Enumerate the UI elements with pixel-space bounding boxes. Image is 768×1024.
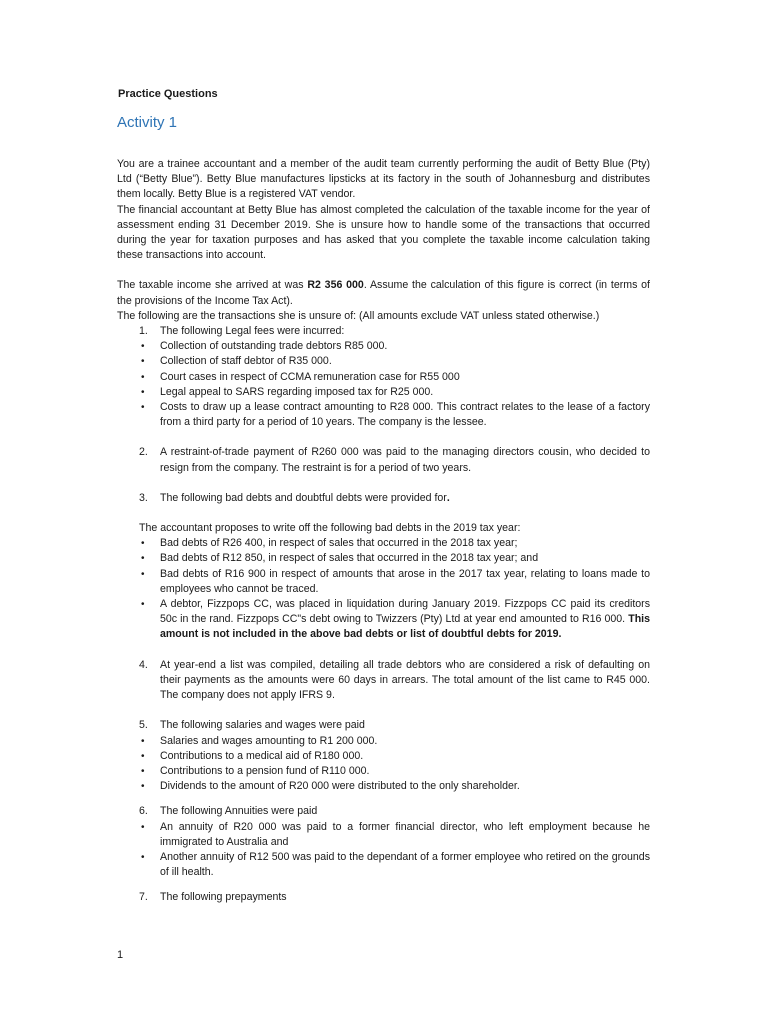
list-item: • Dividends to the amount of R20 000 were distributed to the only shareholder. (141, 780, 520, 793)
list-item: • Legal appeal to SARS regarding imposed tax for R25 000. (141, 385, 434, 398)
list-item: • Contributions to a pension fund of R110 000. (141, 764, 370, 777)
numbered-item-2: 2. A restraint-of-trade payment of R260 000 was paid to the managing directors cousin, who decided to resign from the company. The restraint is for a period of two years. (139, 446, 650, 474)
list-item: • Contributions to a medical aid of R180 000. (141, 749, 364, 762)
page-number: 1 (117, 949, 124, 961)
numbered-item-3: 3. The following bad debts and doubtful debts were provided for. (139, 491, 450, 504)
taxable-income-amount: R2 356 000 (307, 279, 364, 292)
numbered-item-5: 5. The following salaries and wages were paid (139, 719, 365, 732)
intro-paragraph: The financial accountant at Betty Blue has almost completed the calculation of the taxable income for the year of assessment ending 31 December 2019. She is unsure how to handle some of the transactions that occurred during the year for taxation purposes and has asked that you complete the taxable income calculation taking these transactions into account. (117, 203, 650, 262)
list-item: • Another annuity of R12 500 was paid to the dependant of a former employee who retired on the grounds of ill health. (141, 850, 650, 879)
list-item: • An annuity of R20 000 was paid to a former financial director, who left employment because he immigrated to Australia and (141, 820, 650, 848)
list-item: • Costs to draw up a lease contract amounting to R28 000. This contract relates to the lease of a factory from a third party for a period of 10 years. The company is the lessee. (141, 401, 650, 429)
numbered-item-4: 4. At year-end a list was compiled, detailing all trade debtors who are considered a risk of defaulting on their payments as the amounts were 60 days in arrears. The total amount of the list came to R45 000. The company does not apply IFRS 9. (139, 658, 650, 702)
list-item: • Collection of outstanding trade debtors R85 000. (141, 340, 388, 353)
document-body (117, 157, 650, 906)
taxable-income-paragraph: The taxable income she arrived at was R2 356 000. Assume the calculation of this figure is correct (in terms of the provisions of the Income Tax Act). (117, 279, 650, 307)
list-item: • Collection of staff debtor of R35 000. (141, 355, 332, 368)
numbered-item-6: 6. The following Annuities were paid (139, 805, 318, 818)
transactions-intro: The following are the transactions she is unsure of: (All amounts exclude VAT unless stated otherwise.) (117, 309, 600, 322)
bad-debts-proposal: The accountant proposes to write off the following bad debts in the 2019 tax year: (139, 522, 521, 535)
numbered-item-1: 1. The following Legal fees were incurred: (139, 325, 345, 338)
list-item: • Salaries and wages amounting to R1 200 000. (141, 734, 378, 747)
list-item: • Bad debts of R26 400, in respect of sales that occurred in the 2018 tax year; (141, 537, 518, 550)
list-item: • Court cases in respect of CCMA remuneration case for R55 000 (141, 370, 460, 383)
bold-note: This amount is not included in the above bad debts or list of doubtful debts for 2019. (160, 613, 650, 641)
activity-title: Activity 1 (117, 114, 178, 131)
numbered-item-7: 7. The following prepayments (139, 891, 287, 904)
list-item: • A debtor, Fizzpops CC, was placed in liquidation during January 2019. Fizzpops CC paid its creditors 50c in the rand. Fizzpops CC"s debt owing to Twizzers (Pty) Ltd at year end amounted to R16 000. This amount is not included in the above bad debts or list of doubtful debts for 2019. (141, 598, 650, 641)
list-item: • Bad debts of R12 850, in respect of sales that occurred in the 2018 tax year; and (141, 552, 539, 565)
list-item: • Bad debts of R16 900 in respect of amounts that arose in the 2017 tax year, relating to loans made to employees who cannot be traced. (141, 567, 650, 595)
intro-paragraph: You are a trainee accountant and a member of the audit team currently performing the audit of Betty Blue (Pty) Ltd (“Betty Blue”). Betty Blue manufactures lipsticks at its factory in the south of Johannesburg and distributes them locally. Betty Blue is a registered VAT vendor. (117, 158, 650, 201)
page-heading: Practice Questions (118, 88, 218, 100)
